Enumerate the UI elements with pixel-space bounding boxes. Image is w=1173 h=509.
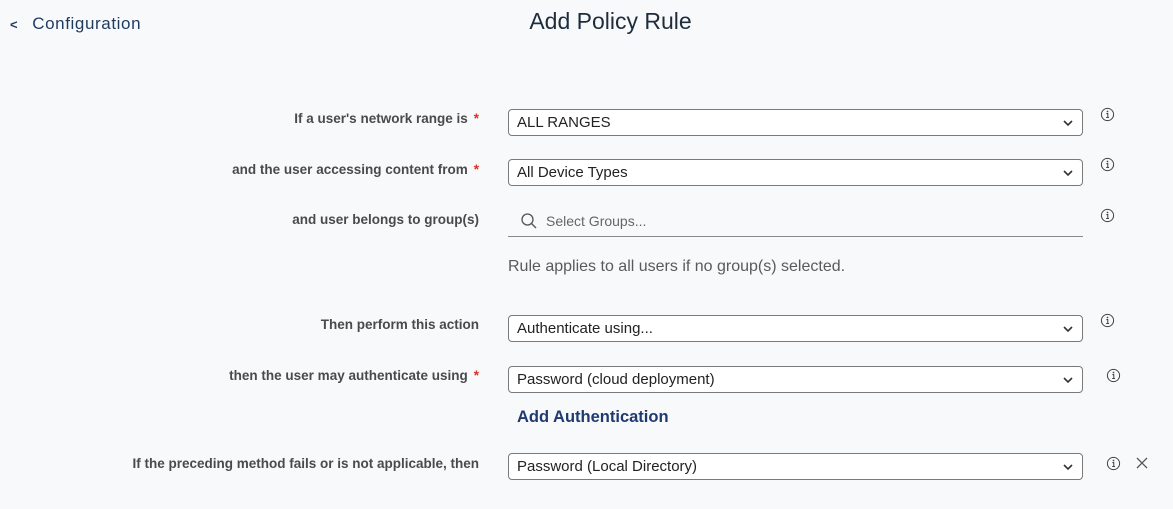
action-label-text: Then perform this action <box>320 317 479 332</box>
info-icon[interactable] <box>1100 157 1115 172</box>
network-range-label <box>294 111 479 126</box>
groups-label <box>292 212 479 227</box>
groups-label-text: and user belongs to group(s) <box>292 212 479 227</box>
chevron-down-icon <box>1062 117 1074 129</box>
fallback-value: Password (Local Directory) <box>517 458 698 475</box>
info-icon[interactable] <box>1106 368 1121 383</box>
info-icon[interactable] <box>1100 208 1115 223</box>
required-marker: * <box>473 111 479 126</box>
required-marker: * <box>473 368 479 383</box>
device-type-select[interactable] <box>508 159 1083 186</box>
required-marker: * <box>473 162 479 177</box>
chevron-down-icon <box>1062 167 1074 179</box>
fallback-select[interactable] <box>508 453 1083 480</box>
groups-search[interactable] <box>508 205 1083 237</box>
info-icon[interactable] <box>1106 456 1121 471</box>
action-label <box>321 317 479 332</box>
groups-hint: Rule applies to all users if no group(s) selected. <box>508 258 846 275</box>
network-range-value: ALL RANGES <box>517 114 611 131</box>
action-value: Authenticate using... <box>517 320 653 337</box>
fallback-label <box>132 456 479 471</box>
groups-search-input[interactable] <box>544 212 1048 230</box>
chevron-down-icon <box>1062 461 1074 473</box>
add-authentication-link[interactable]: Add Authentication <box>517 408 669 426</box>
auth-method-select[interactable] <box>508 366 1083 393</box>
device-type-value: All Device Types <box>517 164 628 181</box>
close-icon[interactable] <box>1135 456 1149 470</box>
chevron-down-icon <box>1062 323 1074 335</box>
chevron-down-icon <box>1062 374 1074 386</box>
device-type-label-text: and the user accessing content from <box>232 162 468 177</box>
auth-method-label <box>229 368 479 383</box>
auth-method-label-text: then the user may authenticate using <box>229 368 468 383</box>
chevron-left-icon: < <box>10 16 19 32</box>
network-range-label-text: If a user's network range is <box>294 111 468 126</box>
back-link-label: Configuration <box>32 14 142 33</box>
info-icon[interactable] <box>1100 313 1115 328</box>
network-range-select[interactable] <box>508 109 1083 136</box>
page-title: Add Policy Rule <box>529 8 692 34</box>
auth-method-value: Password (cloud deployment) <box>517 371 715 388</box>
device-type-label <box>232 162 479 177</box>
search-icon <box>520 212 538 230</box>
info-icon[interactable] <box>1100 107 1115 122</box>
fallback-label-text: If the preceding method fails or is not applicable, then <box>132 456 479 471</box>
action-select[interactable] <box>508 315 1083 342</box>
